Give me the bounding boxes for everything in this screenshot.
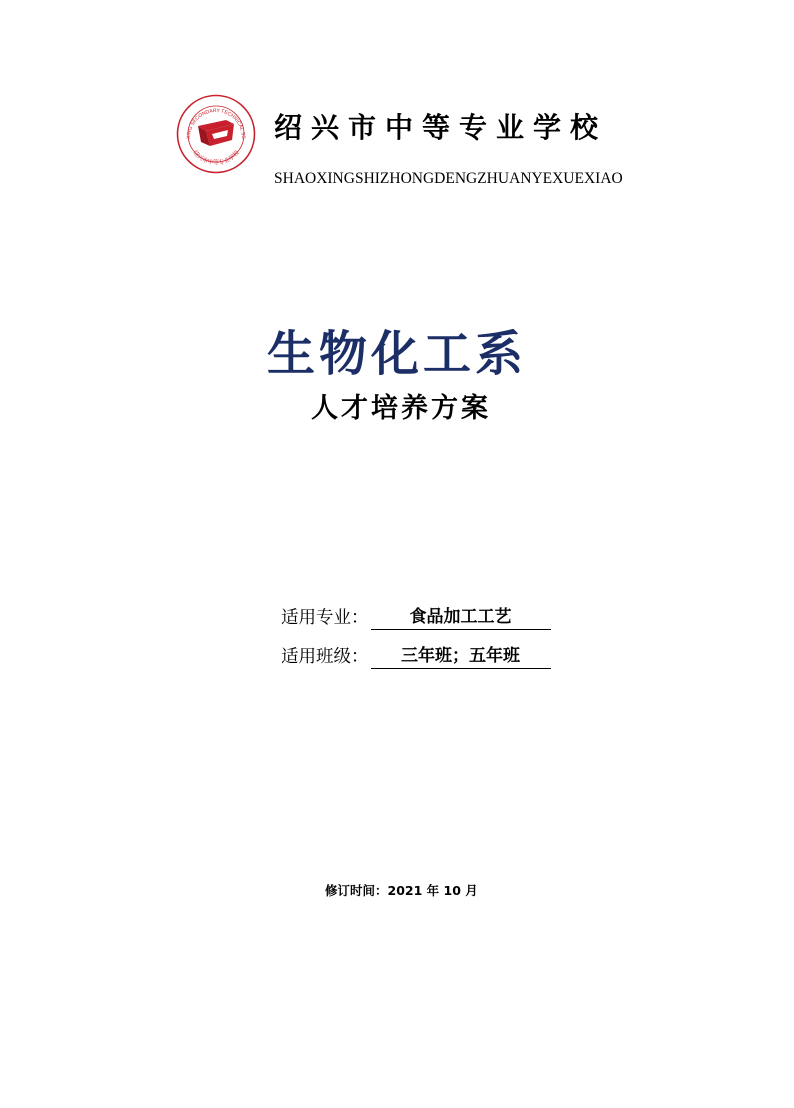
revision-date: 修订时间：2021 年 10 月 [325, 883, 478, 898]
document-title: 人才培养方案 [311, 393, 491, 424]
major-label: 适用专业： [281, 608, 369, 628]
major-row [281, 604, 551, 630]
logo-book-mark [198, 120, 234, 146]
classes-row [281, 643, 551, 669]
department-title: 生物化工系 [266, 326, 527, 382]
logo-ring-text-en: XING SECONDARY TECHNICAL SC [185, 107, 247, 140]
school-name-cn: 绍兴市中等专业学校 [274, 111, 608, 144]
school-name-en: SHAOXINGSHIZHONGDENGZHUANYEXUEXIAO [274, 170, 623, 187]
logo-ring-text-cn: 绍兴市中等专业学校 [191, 149, 241, 167]
classes-value: 三年班；五年班 [371, 645, 551, 669]
school-emblem-icon [176, 94, 256, 174]
classes-label: 适用班级： [281, 647, 369, 667]
major-value: 食品加工工艺 [371, 606, 551, 630]
school-logo [176, 94, 256, 174]
